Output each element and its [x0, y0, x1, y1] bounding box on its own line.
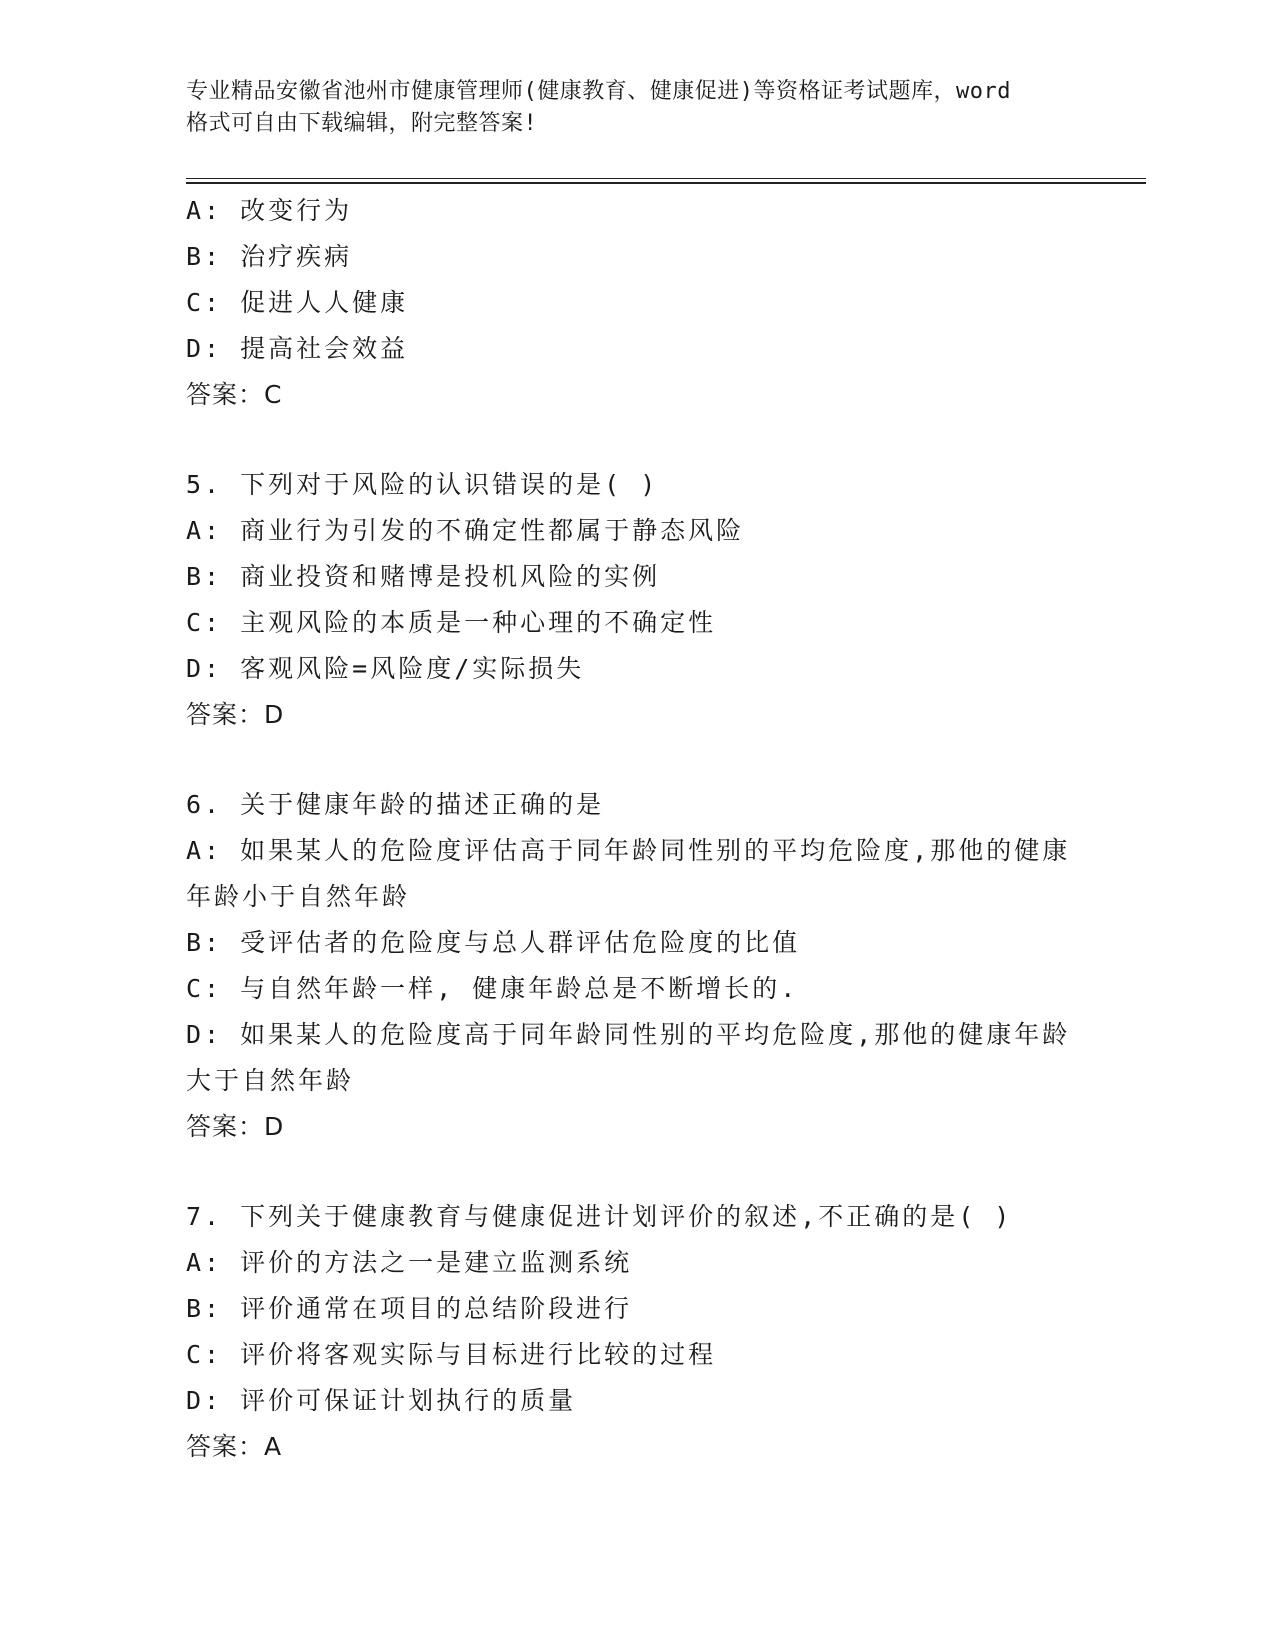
- question-text: 7. 下列关于健康教育与健康促进计划评价的叙述,不正确的是( ): [186, 1202, 1013, 1231]
- question-block-5: [186, 462, 1086, 738]
- option-c: C: 主观风险的本质是一种心理的不确定性: [186, 608, 717, 637]
- header-line-2: 格式可自由下载编辑，附完整答案!: [186, 111, 538, 136]
- option-a: A: 评价的方法之一是建立监测系统: [186, 1248, 633, 1277]
- option-b: B: 治疗疾病: [186, 242, 353, 271]
- question-block-6: [186, 782, 1086, 1150]
- question-block-4: [186, 188, 1086, 418]
- spacer: [186, 1150, 1086, 1194]
- option-a: A: 商业行为引发的不确定性都属于静态风险: [186, 516, 745, 545]
- header-line-1: 专业精品安徽省池州市健康管理师(健康教育、健康促进)等资格证考试题库，word: [186, 79, 1011, 104]
- answer-line: 答案：D: [186, 1112, 285, 1141]
- question-block-7: [186, 1194, 1086, 1470]
- option-d: D: 评价可保证计划执行的质量: [186, 1386, 577, 1415]
- answer-line: 答案：D: [186, 700, 285, 729]
- option-c: C: 促进人人健康: [186, 288, 409, 317]
- option-d: D: 如果某人的危险度高于同年龄同性别的平均危险度,那他的健康年龄大于自然年龄: [186, 1020, 1071, 1095]
- header-divider-thin: [186, 178, 1146, 179]
- option-a: A: 如果某人的危险度评估高于同年龄同性别的平均危险度,那他的健康年龄小于自然年龄: [186, 836, 1071, 911]
- option-d: D: 客观风险=风险度/实际损失: [186, 654, 585, 683]
- answer-line: 答案：A: [186, 1432, 283, 1461]
- question-text: 6. 关于健康年龄的描述正确的是: [186, 790, 605, 819]
- spacer: [186, 738, 1086, 782]
- option-c: C: 与自然年龄一样, 健康年龄总是不断增长的.: [186, 974, 799, 1003]
- option-a: A: 改变行为: [186, 196, 353, 225]
- option-b: B: 评价通常在项目的总结阶段进行: [186, 1294, 633, 1323]
- option-d: D: 提高社会效益: [186, 334, 409, 363]
- answer-line: 答案：C: [186, 380, 283, 409]
- page-header: [186, 76, 1086, 140]
- option-b: B: 商业投资和赌博是投机风险的实例: [186, 562, 661, 591]
- header-divider-thick: [186, 182, 1146, 184]
- question-list: [186, 188, 1086, 1470]
- spacer: [186, 418, 1086, 462]
- option-b: B: 受评估者的危险度与总人群评估危险度的比值: [186, 928, 801, 957]
- question-text: 5. 下列对于风险的认识错误的是( ): [186, 470, 659, 499]
- option-c: C: 评价将客观实际与目标进行比较的过程: [186, 1340, 717, 1369]
